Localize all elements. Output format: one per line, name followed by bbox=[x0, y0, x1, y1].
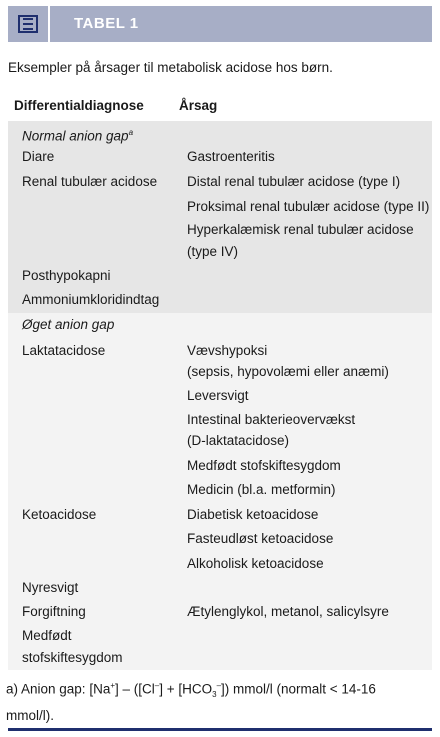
cause-cell: Distal renal tubulær acidose (type I) bbox=[187, 174, 401, 189]
diagnosis-cell: stofskiftesygdom bbox=[22, 650, 123, 665]
cause-cell: Leversvigt bbox=[187, 388, 249, 403]
cause-cell: Alkoholisk ketoacidose bbox=[187, 556, 324, 571]
cause-cell: Gastroenteritis bbox=[187, 149, 275, 164]
cause-cell: Fasteudløst ketoacidose bbox=[187, 531, 334, 546]
bottom-rule bbox=[8, 728, 432, 731]
diagnosis-cell: Renal tubulær acidose bbox=[22, 174, 158, 189]
cause-cell: Diabetisk ketoacidose bbox=[187, 507, 319, 522]
diagnosis-cell: Posthypokapni bbox=[22, 268, 111, 283]
cause-cell: (D-laktatacidose) bbox=[187, 433, 290, 448]
diagnosis-cell: Ketoacidose bbox=[22, 507, 97, 522]
diagnosis-cell: Medfødt bbox=[22, 628, 72, 643]
diagnosis-cell: Diare bbox=[22, 149, 55, 164]
cause-cell: Medicin (bl.a. metformin) bbox=[187, 482, 336, 497]
table-icon bbox=[8, 6, 50, 42]
cause-cell: (type IV) bbox=[187, 244, 239, 259]
table-caption: Eksempler på årsager til metabolisk acidose hos børn. bbox=[8, 60, 333, 75]
cause-cell: (sepsis, hypovolæmi eller anæmi) bbox=[187, 364, 389, 379]
section-increased-anion-gap bbox=[8, 313, 432, 670]
footnote-line-2: mmol/l). bbox=[6, 708, 54, 724]
section-heading: Øget anion gap bbox=[22, 317, 115, 332]
table-footnote bbox=[6, 675, 432, 726]
section-heading: Normal anion gap$^a$ bbox=[22, 128, 134, 144]
diagnosis-cell: Forgiftning bbox=[22, 604, 86, 619]
column-header-cause: Årsag bbox=[179, 98, 218, 113]
cause-cell: Intestinal bakterieovervækst bbox=[187, 412, 356, 427]
diagnosis-cell: Laktatacidose bbox=[22, 343, 106, 358]
diagnosis-cell: Nyresvigt bbox=[22, 580, 79, 595]
footnote-line-1: a) Anion gap: $[Na^+] - ([Cl^-] + [HCO_3^-])$ mmol/l (normalt < 14-16 bbox=[6, 681, 376, 700]
cause-cell: Vævshypoksi bbox=[187, 343, 268, 358]
table-header-bar bbox=[8, 6, 432, 42]
section-normal-anion-gap bbox=[8, 121, 432, 313]
diagnosis-cell: Ammoniumkloridindtag bbox=[22, 292, 160, 307]
cause-cell: Hyperkalæmisk renal tubulær acidose bbox=[187, 222, 414, 237]
table-title: TABEL 1 bbox=[74, 15, 139, 32]
column-header-diagnosis: Differentialdiagnose bbox=[14, 98, 144, 113]
cause-cell: Medfødt stofskiftesygdom bbox=[187, 458, 341, 473]
cause-cell: Ætylenglykol, metanol, salicylsyre bbox=[187, 604, 389, 619]
cause-cell: Proksimal renal tubulær acidose (type II) bbox=[187, 199, 430, 214]
